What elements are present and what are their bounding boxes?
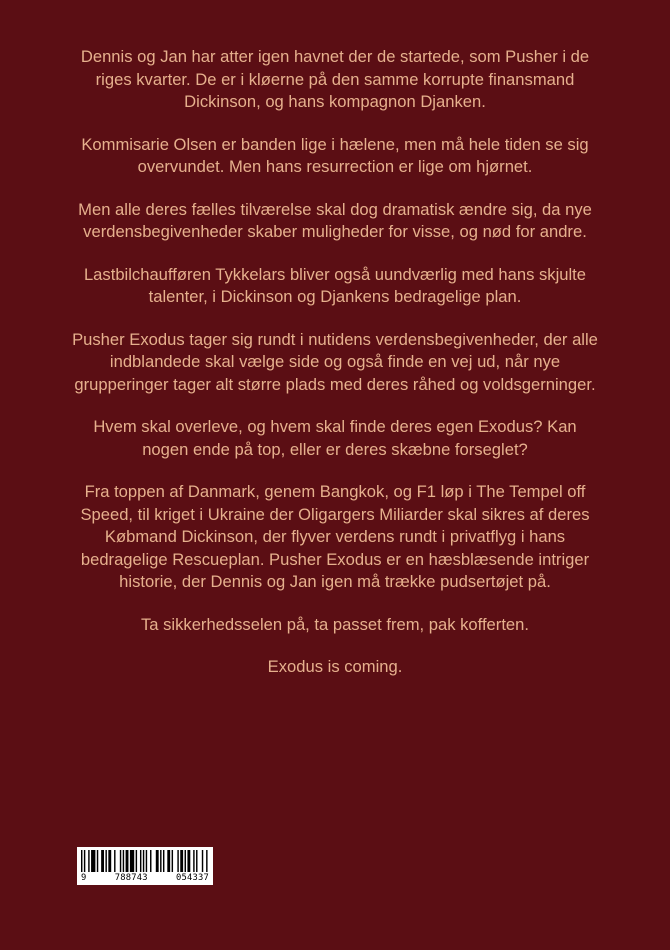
blurb-paragraph-8: Ta sikkerhedsselen på, ta passet frem, pak kofferten.: [140, 614, 529, 634]
barcode-bar: [130, 850, 134, 872]
isbn-barcode: [77, 847, 213, 885]
barcode-bar: [136, 850, 137, 872]
barcode-bar: [193, 850, 194, 872]
blurb-paragraph-6: Hvem skal overleve, og hvem skal finde deres egen Exodus? Kan nogen ende på top, eller er deres skæbne forseglet?: [93, 417, 577, 459]
blurb-paragraph-4: Lastbilchaufføren Tykkelars bliver også uundværlig med hans skjulte talenter, i Dickinson og Djankens bedragelige plan.: [83, 264, 587, 306]
barcode-bar: [88, 850, 89, 872]
barcode-bar: [101, 850, 104, 872]
blurb-paragraph-3: Men alle deres fælles tilværelse skal dog dramatisk ændre sig, da nye verdensbegivenheder skaber muligheder for visse, og nød for andre.: [78, 199, 592, 241]
barcode-bar: [206, 850, 207, 872]
barcode-bar: [143, 850, 144, 872]
barcode-bar: [81, 850, 82, 872]
barcode-bar: [196, 850, 197, 872]
blurb-paragraph-7: Fra toppen af Danmark, genem Bangkok, og F1 løp i The Tempel off Speed, til kriget i Ukraine der Oligargers Miliarder skal sikres af deres Købmand Dickinson, der flyver verdens rundt i privatflyg i hans bedragelige Rescueplan. Pusher Exodus er en hæsblæsende intriger historie, der Dennis og Jan igen må trække pudsertøjet på.: [80, 482, 590, 591]
barcode-bar: [167, 850, 170, 872]
barcode-bar: [126, 850, 129, 872]
barcode-bar: [123, 850, 124, 872]
blurb-paragraph-5: Pusher Exodus tager sig rundt i nutidens verdensbegivenheder, der alle indblandede skal vælge side og også finde en vej ud, når nye grupperinger tager alt større plads med deres råhed og voldsgerninger.: [72, 329, 598, 394]
barcode-bar: [84, 850, 85, 872]
isbn-group-right: 054337: [176, 873, 209, 883]
barcode-bar: [120, 850, 121, 872]
back-cover-blurb: [70, 46, 600, 699]
barcode-bar: [114, 850, 115, 872]
barcode-bar: [108, 850, 111, 872]
isbn-prefix-digit: 9: [81, 873, 87, 883]
barcode-bars: [81, 850, 209, 872]
barcode-bar: [150, 850, 151, 872]
barcode-bar: [185, 850, 186, 872]
blurb-paragraph-1: Dennis og Jan har atter igen havnet der de startede, som Pusher i de riges kvarter. De er i kløerne på den samme korrupte finansmand Dickinson, og hans kompagnon Djanken.: [80, 47, 590, 111]
barcode-bar: [156, 850, 159, 872]
blurb-paragraph-2: Kommisarie Olsen er banden lige i hælene, men må hele tiden se sig overvundet. Men hans resurrection er lige om hjørnet.: [81, 134, 589, 176]
barcode-bar: [146, 850, 147, 872]
barcode-bar: [160, 850, 161, 872]
barcode-bar: [202, 850, 203, 872]
barcode-bar: [163, 850, 164, 872]
barcode-bar: [172, 850, 173, 872]
barcode-bar: [180, 850, 183, 872]
isbn-group-left: 788743: [114, 873, 148, 883]
barcode-bar: [140, 850, 141, 872]
barcode-bar: [187, 850, 190, 872]
barcode-bar: [177, 850, 178, 872]
isbn-number: [81, 873, 209, 883]
blurb-paragraph-9: Exodus is coming.: [267, 657, 403, 676]
barcode-bar: [105, 850, 106, 872]
barcode-bar: [97, 850, 98, 872]
barcode-bar: [91, 850, 95, 872]
